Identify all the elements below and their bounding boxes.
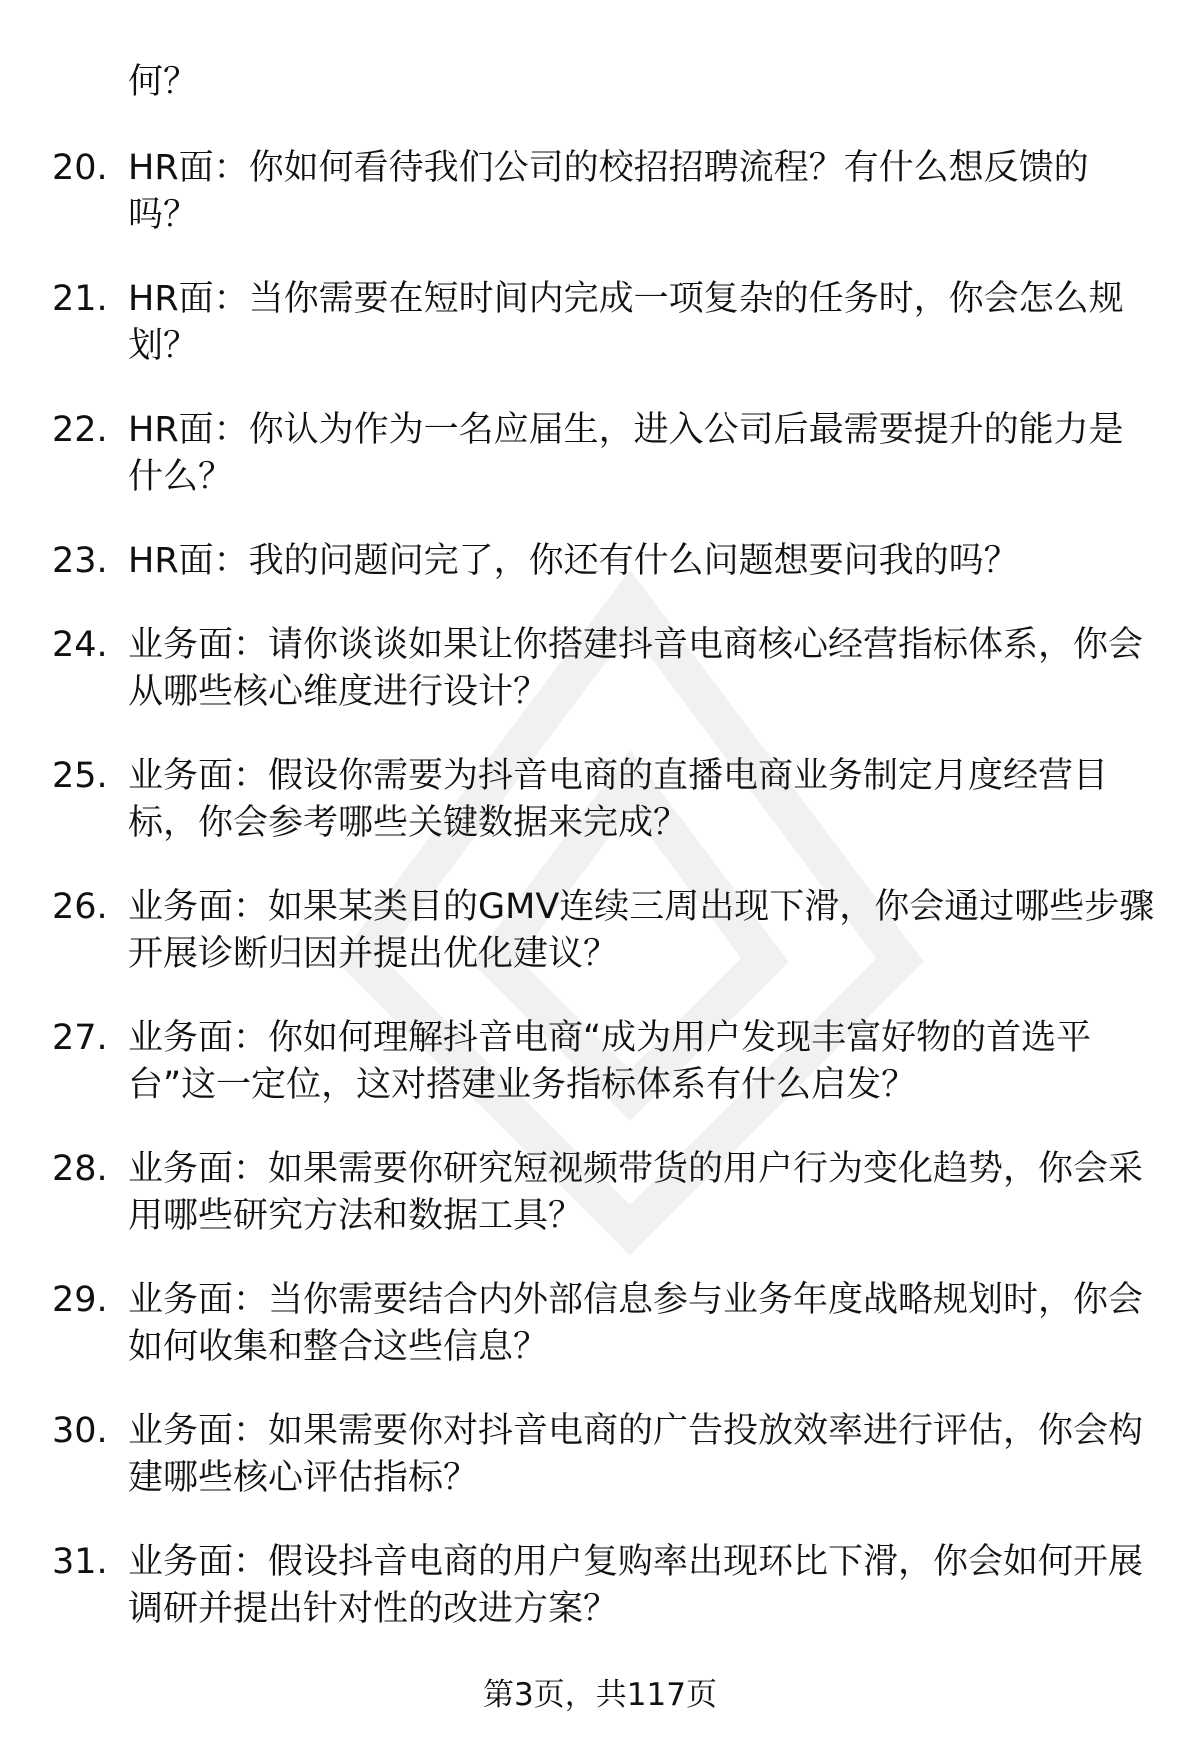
question-number: 20. bbox=[52, 148, 108, 188]
question-text: 业务面：你如何理解抖音电商“成为用户发现丰富好物的首选平台”这一定位，这对搭建业务指标体系有什么启发？ bbox=[128, 1018, 1092, 1105]
question-text: HR面：我的问题问完了，你还有什么问题想要问我的吗？ bbox=[128, 541, 1019, 581]
question-text: 业务面：假设抖音电商的用户复购率出现环比下滑，你会如何开展调研并提出针对性的改进方案？ bbox=[128, 1542, 1144, 1629]
question-text: 业务面：如果需要你对抖音电商的广告投放效率进行评估，你会构建哪些核心评估指标？ bbox=[128, 1411, 1144, 1498]
question-number: 25. bbox=[52, 756, 108, 796]
page-footer: 第3页，共117页 bbox=[483, 1677, 717, 1713]
question-item bbox=[0, 407, 1200, 501]
question-item bbox=[0, 622, 1200, 716]
question-number: 27. bbox=[52, 1018, 108, 1058]
question-number: 29. bbox=[52, 1280, 108, 1320]
document-page bbox=[0, 59, 1200, 1670]
question-number: 30. bbox=[52, 1411, 108, 1451]
question-item bbox=[0, 145, 1200, 239]
question-text: 业务面：请你谈谈如果让你搭建抖音电商核心经营指标体系，你会从哪些核心维度进行设计？ bbox=[128, 625, 1144, 712]
question-item bbox=[0, 884, 1200, 978]
question-item bbox=[0, 1408, 1200, 1502]
question-item bbox=[0, 1277, 1200, 1371]
question-text: HR面：你如何看待我们公司的校招招聘流程？有什么想反馈的吗？ bbox=[128, 148, 1089, 235]
question-text: 业务面：如果需要你研究短视频带货的用户行为变化趋势，你会采用哪些研究方法和数据工具？ bbox=[128, 1149, 1144, 1236]
question-number: 23. bbox=[52, 541, 108, 581]
question-text: 业务面：如果某类目的GMV连续三周出现下滑，你会通过哪些步骤开展诊断归因并提出优化建议？ bbox=[128, 887, 1155, 974]
question-item bbox=[0, 1539, 1200, 1633]
question-item bbox=[0, 276, 1200, 370]
question-item bbox=[0, 1146, 1200, 1240]
question-number: 26. bbox=[52, 887, 108, 927]
question-item bbox=[0, 1015, 1200, 1109]
question-text: HR面：你认为作为一名应届生，进入公司后最需要提升的能力是什么？ bbox=[128, 410, 1124, 497]
continued-question-text: 何？ bbox=[128, 62, 199, 102]
question-number: 21. bbox=[52, 279, 108, 319]
question-number: 24. bbox=[52, 625, 108, 665]
question-text: 业务面：假设你需要为抖音电商的直播电商业务制定月度经营目标，你会参考哪些关键数据来完成？ bbox=[128, 756, 1109, 843]
question-text: 业务面：当你需要结合内外部信息参与业务年度战略规划时，你会如何收集和整合这些信息？ bbox=[128, 1280, 1144, 1367]
question-list bbox=[0, 145, 1200, 1633]
question-item bbox=[0, 753, 1200, 847]
question-number: 28. bbox=[52, 1149, 108, 1189]
question-item bbox=[0, 538, 1200, 585]
question-text: HR面：当你需要在短时间内完成一项复杂的任务时，你会怎么规划？ bbox=[128, 279, 1124, 366]
question-number: 22. bbox=[52, 410, 108, 450]
question-number: 31. bbox=[52, 1542, 108, 1582]
